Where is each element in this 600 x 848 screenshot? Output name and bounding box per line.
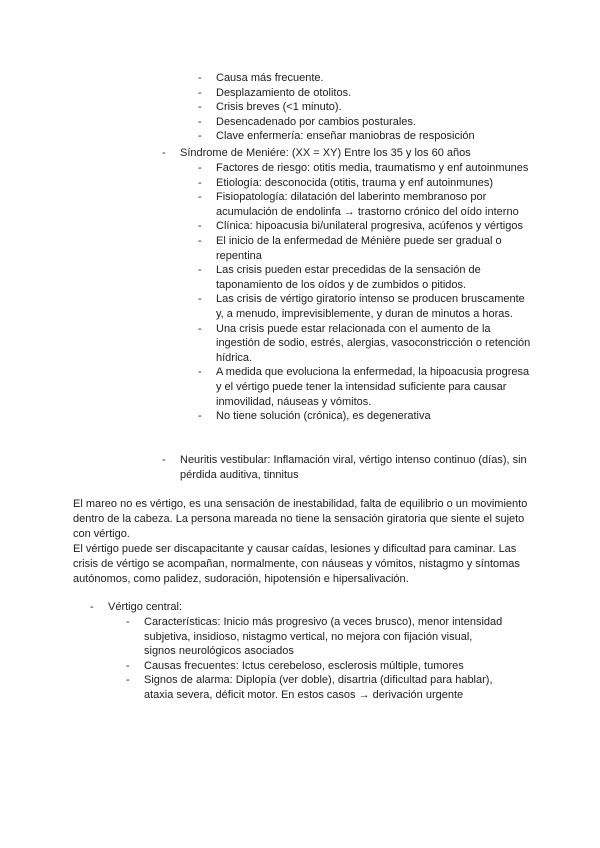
list-item: - Signos de alarma: Diplopía (ver doble), disartria (dificultad para hablar), ataxia severa, déficit motor. En estos casos → derivación urgente [144,673,504,702]
list-item: - Clínica: hipoacusia bi/unilateral progresiva, acúfenos y vértigos [216,219,534,234]
list-item: - Causas frecuentes: Ictus cerebeloso, esclerosis múltiple, tumores [144,659,504,674]
list-item: - Factores de riesgo: otitis media, traumatismo y enf autoinmunes [216,161,534,176]
list-item: - Causa más frecuente. [216,71,546,86]
list-item: - Características: Inicio más progresivo (a veces brusco), menor intensidad subjetiva, insidioso, nistagmo vertical, no mejora con fijación visual, signos neurológicos asociados [144,615,504,659]
list-item: - El inicio de la enfermedad de Ménière puede ser gradual o repentina [216,234,534,263]
list-item: - Las crisis pueden estar precedidas de la sensación de taponamiento de los oídos y de zumbidos o pitidos. [216,263,534,292]
neuritis-item: - Neuritis vestibular: Inflamación viral, vértigo intenso continuo (días), sin pérdida auditiva, tinnitus [180,453,530,482]
vppb-list [216,71,546,144]
meniere-heading: - Síndrome de Meniére: (XX = XY) Entre los 35 y los 60 años [180,146,530,161]
list-item: - Una crisis puede estar relacionada con el aumento de la ingestión de sodio, estrés, alergias, vasoconstricción o retención hídrica. [216,322,534,366]
list-item: - Fisiopatología: dilatación del laberinto membranoso por acumulación de endolinfa → trastorno crónico del oído interno [216,190,534,219]
vertigo-central-list [144,615,504,703]
list-item: - Clave enfermería: enseñar maniobras de resposición [216,129,546,144]
meniere-list [216,161,534,424]
list-item: - No tiene solución (crónica), es degenerativa [216,409,534,424]
list-item: - Desplazamiento de otolitos. [216,86,546,101]
vertigo-central-heading: - Vértigo central: [108,600,182,615]
list-item: - A medida que evoluciona la enfermedad, la hipoacusia progresa y el vértigo puede tener la intensidad suficiente para causar inmovilidad, náuseas y vómitos. [216,365,534,409]
list-item: - Etiología: desconocida (otitis, trauma y enf autoinmunes) [216,176,534,191]
list-item: - Crisis breves (<1 minuto). [216,100,546,115]
paragraph-vertigo: El vértigo puede ser discapacitante y causar caídas, lesiones y dificultad para caminar. Las crisis de vértigo se acompañan, normalmente, con náuseas y vómitos, nistagmo y síntomas autónomos, como palidez, sudoración, hipotensión e hipersalivación. [73,543,520,586]
list-item: - Las crisis de vértigo giratorio intenso se producen bruscamente y, a menudo, imprevisiblemente, y duran de minutos a horas. [216,292,534,321]
list-item: - Desencadenado por cambios posturales. [216,115,546,130]
paragraph-mareo: El mareo no es vértigo, es una sensación de inestabilidad, falta de equilibrio o un movimiento dentro de la cabeza. La persona mareada no tiene la sensación giratoria que siente el sujeto con vértigo. [73,498,528,541]
